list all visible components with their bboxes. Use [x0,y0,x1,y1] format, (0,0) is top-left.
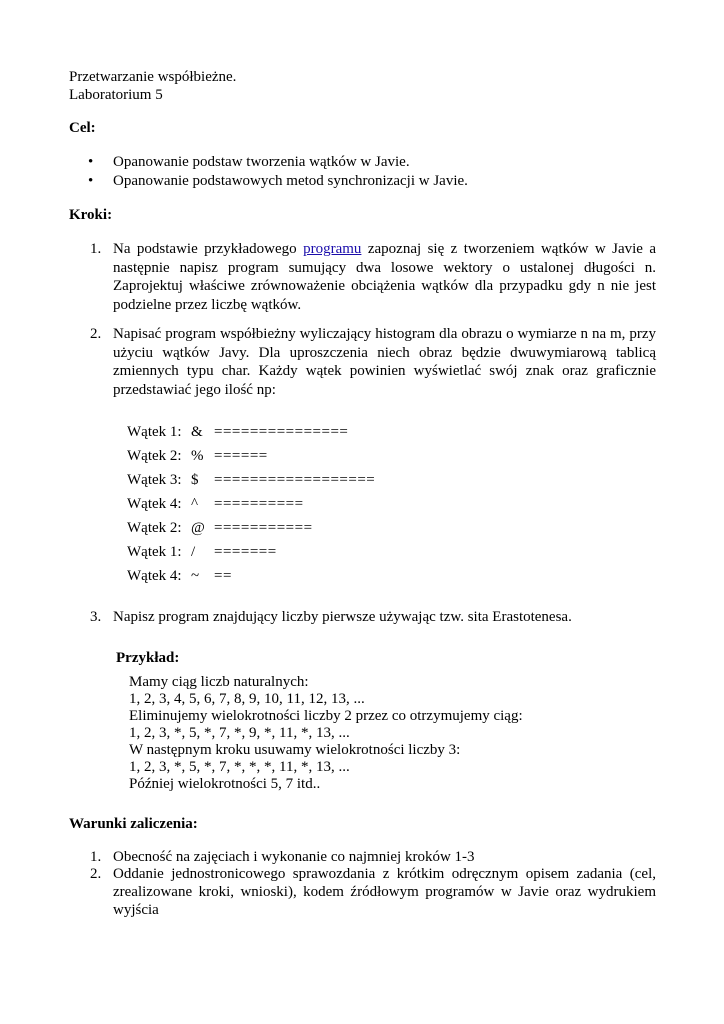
example-line: Mamy ciąg liczb naturalnych: [129,674,309,690]
histogram-thread-label: Wątek 1: [127,424,182,440]
example-line: Eliminujemy wielokrotności liczby 2 przez co otrzymujemy ciąg: [129,708,523,724]
document-subtitle: Laboratorium 5 [69,87,163,103]
example-line: 1, 2, 3, 4, 5, 6, 7, 8, 9, 10, 11, 12, 13, ... [129,691,365,707]
histogram-bar: ======= [214,544,277,560]
example-line: 1, 2, 3, *, 5, *, 7, *, 9, *, 11, *, 13, ... [129,725,350,741]
step-1-after-link: zapoznaj się z tworzeniem wątków w Javie a następnie napisz program sumujący dwa losowe wektory o ustalonej długości n. Zaprojektuj właściwe zrównoważenie obciążenia wątków dla przypadku gdy n nie jest podzielne przez liczbę wątków. [113,241,657,313]
histogram-bar: ====== [214,448,268,464]
program-link[interactable]: programu [303,241,362,257]
condition-number: 2. [90,866,102,882]
histogram-bar: == [214,568,232,584]
step-3-text: Napisz program znajdujący liczby pierwsze używając tzw. sita Erastotenesa. [113,609,572,625]
histogram-thread-label: Wątek 2: [127,520,182,536]
histogram-char: ~ [191,568,200,584]
histogram-thread-label: Wątek 4: [127,568,182,584]
histogram-bar: ========== [214,496,304,512]
step-2-paragraph: Napisać program współbieżny wyliczający histogram dla obrazu o wymiarze n na m, przy użyciu wątków Javy. Dla uproszczenia niech obraz będzie dwuwymiarową tablicą zmiennych typu char. Każdy wątek powinien wyświetlać swój znak oraz graficznie przedstawiać jego ilość np: [113,326,656,398]
steps-heading: Kroki: [69,207,113,223]
histogram-thread-label: Wątek 1: [127,544,182,560]
histogram-char: / [191,544,196,560]
condition-item-text: Oddanie jednostronicowego sprawozdania z krótkim odręcznym opisem zadania (cel, zrealizowane kroki, wnioski), kodem źródłowym programów w Javie oraz wydrukiem wyjścia [113,866,656,918]
step-number: 3. [90,609,102,625]
document-title: Przetwarzanie współbieżne. [69,69,237,85]
condition-number: 1. [90,849,102,865]
histogram-char: & [191,424,203,440]
example-heading: Przykład: [116,650,180,666]
goal-item: Opanowanie podstaw tworzenia wątków w Javie. [113,154,410,170]
step-number: 1. [90,241,102,257]
step-number: 2. [90,326,102,342]
histogram-thread-label: Wątek 4: [127,496,182,512]
histogram-char: ^ [191,496,199,512]
goal-item: Opanowanie podstawowych metod synchronizacji w Javie. [113,173,468,189]
example-line: 1, 2, 3, *, 5, *, 7, *, *, *, 11, *, 13, ... [129,759,350,775]
bullet-marker: • [88,154,94,170]
example-line: Później wielokrotności 5, 7 itd.. [129,776,321,792]
histogram-char: % [191,448,204,464]
histogram-bar: =========== [214,520,313,536]
example-line: W następnym kroku usuwamy wielokrotności liczby 3: [129,742,461,758]
bullet-marker: • [88,173,94,189]
histogram-char: @ [191,520,205,536]
step-1-text [113,240,656,314]
goal-heading: Cel: [69,120,96,136]
histogram-bar: =============== [214,424,349,440]
histogram-bar: ================== [214,472,376,488]
histogram-char: $ [191,472,199,488]
step-2-text [113,325,656,399]
step-1-before-link: Na podstawie przykładowego [113,241,297,257]
conditions-heading: Warunki zaliczenia: [69,816,198,832]
histogram-thread-label: Wątek 2: [127,448,182,464]
condition-item [113,865,656,919]
histogram-thread-label: Wątek 3: [127,472,182,488]
condition-item: Obecność na zajęciach i wykonanie co najmniej kroków 1-3 [113,849,475,865]
